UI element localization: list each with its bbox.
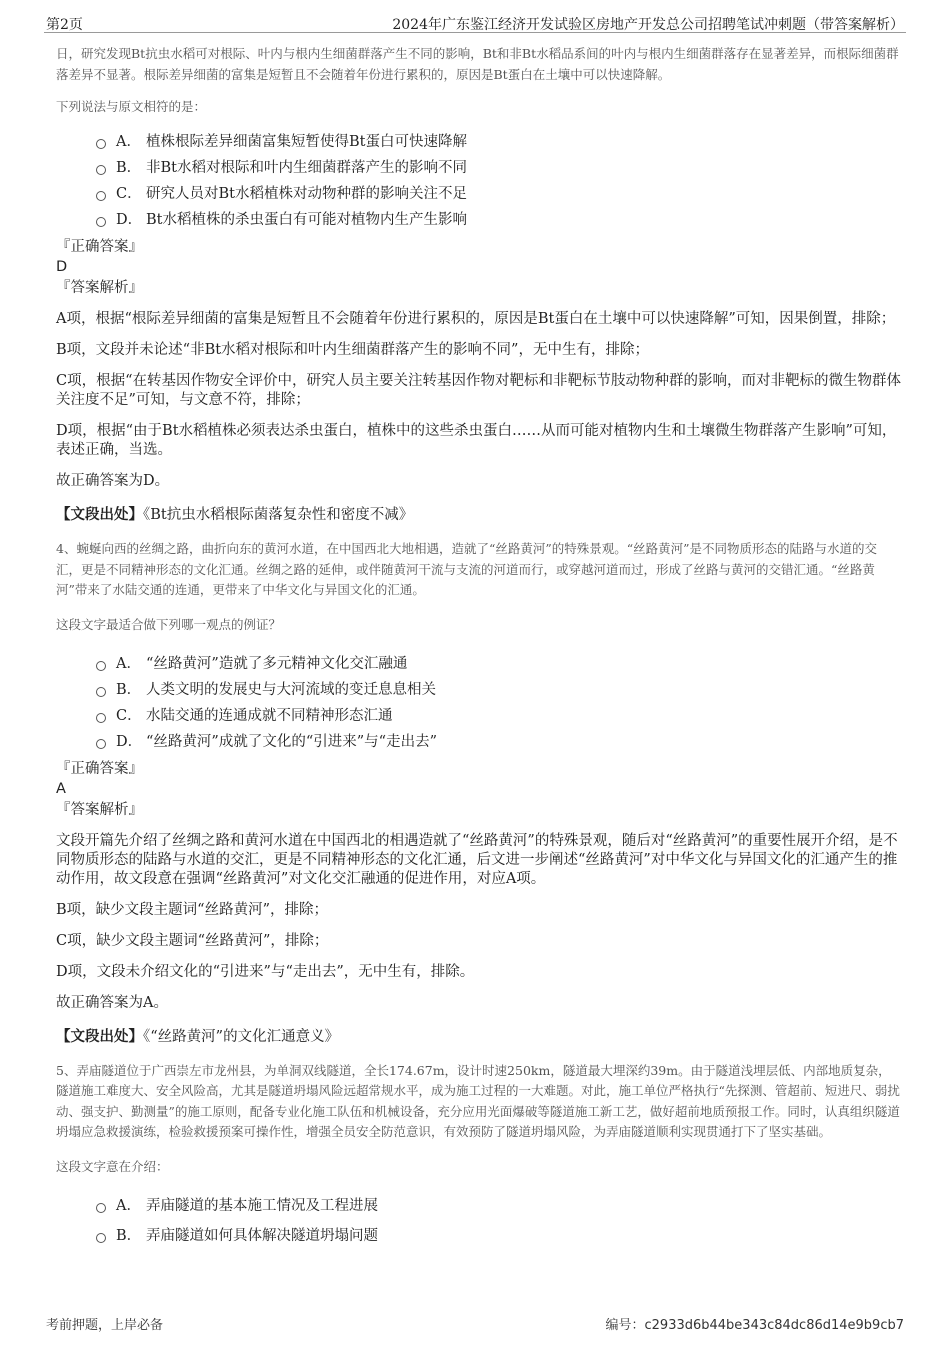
q3-conclusion: 故正确答案为D。 (56, 473, 170, 489)
radio-icon[interactable] (96, 139, 106, 149)
page-number: 第2页 (46, 17, 83, 33)
q3-source: 【文段出处】《Bt抗虫水稻根际菌落复杂性和密度不减》 (56, 506, 414, 523)
q3-analysis-c: C项，根据“在转基因作物安全评价中，研究人员主要关注转基因作物对靶标和非靶标节肢动物种群的影响，而对非靶标的微生物群体关注度不足”可知，与文意不符，排除； (56, 373, 902, 408)
q5-options (56, 1191, 902, 1251)
q4-options (56, 651, 902, 755)
page-footer (44, 1312, 906, 1332)
radio-icon[interactable] (96, 191, 106, 201)
radio-icon[interactable] (96, 217, 106, 227)
radio-icon[interactable] (96, 661, 106, 671)
q4-analysis-b: B项，缺少文段主题词“丝路黄河”，排除； (56, 901, 328, 918)
radio-icon[interactable] (96, 687, 106, 697)
q3-answer: D (56, 259, 68, 275)
q4-analysis-label: 『答案解析』 (56, 801, 143, 818)
q3-answer-label: 『正确答案』 (56, 239, 143, 255)
q3-prompt: 下列说法与原文相符的是： (56, 99, 207, 114)
q4-source: 【文段出处】《“丝路黄河”的文化汇通意义》 (56, 1027, 340, 1045)
q4-answer: A (56, 780, 66, 797)
q5-prompt: 这段文字意在介绍： (56, 1158, 169, 1174)
document-code: 编号：c2933d6b44be343c84dc86d14e9b9cb7 (605, 1318, 904, 1333)
q4-analysis-main: 文段开篇先介绍了丝绸之路和黄河水道在中国西北的相遇造就了“丝路黄河”的特殊景观，随后对“丝路黄河”的重要性展开介绍，是不同物质形态的陆路与水道的交汇，更是不同精神形态的文化汇通，后文进一步阐述“丝路黄河”对中华文化与异国文化的汇通产生的推动作用，故文段意在强调“丝路黄河”对文化交汇融通的促进作用，对应A项。 (56, 832, 898, 887)
q3-analysis-label: 『答案解析』 (56, 280, 143, 296)
q4-prompt: 这段文字最适合做下列哪一观点的例证？ (56, 616, 282, 632)
radio-icon[interactable] (96, 165, 106, 175)
radio-icon[interactable] (96, 713, 106, 723)
q4-answer-label: 『正确答案』 (56, 760, 143, 777)
q4-passage: 4、蜿蜒向西的丝绸之路，曲折向东的黄河水道，在中国西北大地相遇，造就了“丝路黄河”的特殊景观。“丝路黄河”是不同物质形态的陆路与水道的交汇，更是不同精神形态的文化汇通。丝绸之路的延伸，或伴随黄河干流与支流的河道而行，或穿越河道而过，形成了丝路与黄河的交错汇通。“丝路黄河”带来了水陆交通的连通，更带来了中华文化与异国文化的汇通。 (56, 541, 878, 597)
q5-passage: 5、弄庙隧道位于广西崇左市龙州县，为单洞双线隧道，全长174.67m，设计时速250km，隧道最大埋深约39m。由于隧道浅埋层低、内部地质复杂，隧道施工难度大、安全风险高，尤其是隧道坍塌风险远超常规水平，成为施工过程的一大难题。对此，施工单位严格执行“先探测、管超前、短进尺、弱扰动、强支护、勤测量”的施工原则，配备专业化施工队伍和机械设备，充分应用光面爆破等隧道施工新工艺，做好超前地质预报工作。同时，认真组织隧道坍塌应急救援演练，检验救援预案可操作性，增强全员安全防范意识，有效预防了隧道坍塌风险，为弄庙隧道顺利实现贯通打下了坚实基础。 (56, 1062, 900, 1139)
document-body (56, 44, 902, 1251)
q3-analysis-b: B项，文段并未论述“非Bt水稻对根际和叶内生细菌群落产生的影响不同”，无中生有，排除； (56, 342, 649, 358)
q3-option-d[interactable]: D． Bt水稻植株的杀虫蛋白有可能对植物内生产生影响 (96, 207, 902, 233)
radio-icon[interactable] (96, 739, 106, 749)
q4-option-a[interactable]: A． “丝路黄河”造就了多元精神文化交汇融通 (96, 651, 902, 677)
q3-options (56, 129, 902, 233)
q4-analysis-d: D项，文段未介绍文化的“引进来”与“走出去”，无中生有，排除。 (56, 963, 475, 980)
q3-option-b[interactable]: B． 非Bt水稻对根际和叶内生细菌群落产生的影响不同 (96, 155, 902, 181)
q3-passage: 日，研究发现Bt抗虫水稻可对根际、叶内与根内生细菌群落产生不同的影响，Bt和非Bt水稻品系间的叶内与根内生细菌群落存在显著差异，而根际细菌群落差异不显著。根际差异细菌的富集是短暂且不会随着年份进行累积的，原因是Bt蛋白在土壤中可以快速降解。 (56, 46, 899, 82)
q4-option-c[interactable]: C． 水陆交通的连通成就不同精神形态汇通 (96, 703, 902, 729)
radio-icon[interactable] (96, 1233, 106, 1243)
document-title: 2024年广东鉴江经济开发试验区房地产开发总公司招聘笔试冲刺题（带答案解析） (392, 17, 904, 33)
footer-slogan: 考前押题，上岸必备 (46, 1318, 164, 1333)
q4-option-d[interactable]: D． “丝路黄河”成就了文化的“引进来”与“走出去” (96, 729, 902, 755)
q3-option-c[interactable]: C． 研究人员对Bt水稻植株对动物种群的影响关注不足 (96, 181, 902, 207)
q4-analysis-c: C项，缺少文段主题词“丝路黄河”，排除； (56, 932, 329, 949)
page-header (44, 10, 906, 33)
q5-option-b[interactable]: B． 弄庙隧道如何具体解决隧道坍塌问题 (96, 1221, 902, 1251)
q3-analysis-a: A项，根据“根际差异细菌的富集是短暂且不会随着年份进行累积的，原因是Bt蛋白在土壤中可以快速降解”可知，因果倒置，排除； (56, 311, 896, 327)
q3-option-a[interactable]: A． 植株根际差异细菌富集短暂使得Bt蛋白可快速降解 (96, 129, 902, 155)
q4-conclusion: 故正确答案为A。 (56, 994, 168, 1011)
q4-option-b[interactable]: B． 人类文明的发展史与大河流域的变迁息息相关 (96, 677, 902, 703)
radio-icon[interactable] (96, 1203, 106, 1213)
q5-option-a[interactable]: A． 弄庙隧道的基本施工情况及工程进展 (96, 1191, 902, 1221)
q3-analysis-d: D项，根据“由于Bt水稻植株必须表达杀虫蛋白，植株中的这些杀虫蛋白……从而可能对植物内生和土壤微生物群落产生影响”可知，表述正确，当选。 (56, 423, 897, 458)
